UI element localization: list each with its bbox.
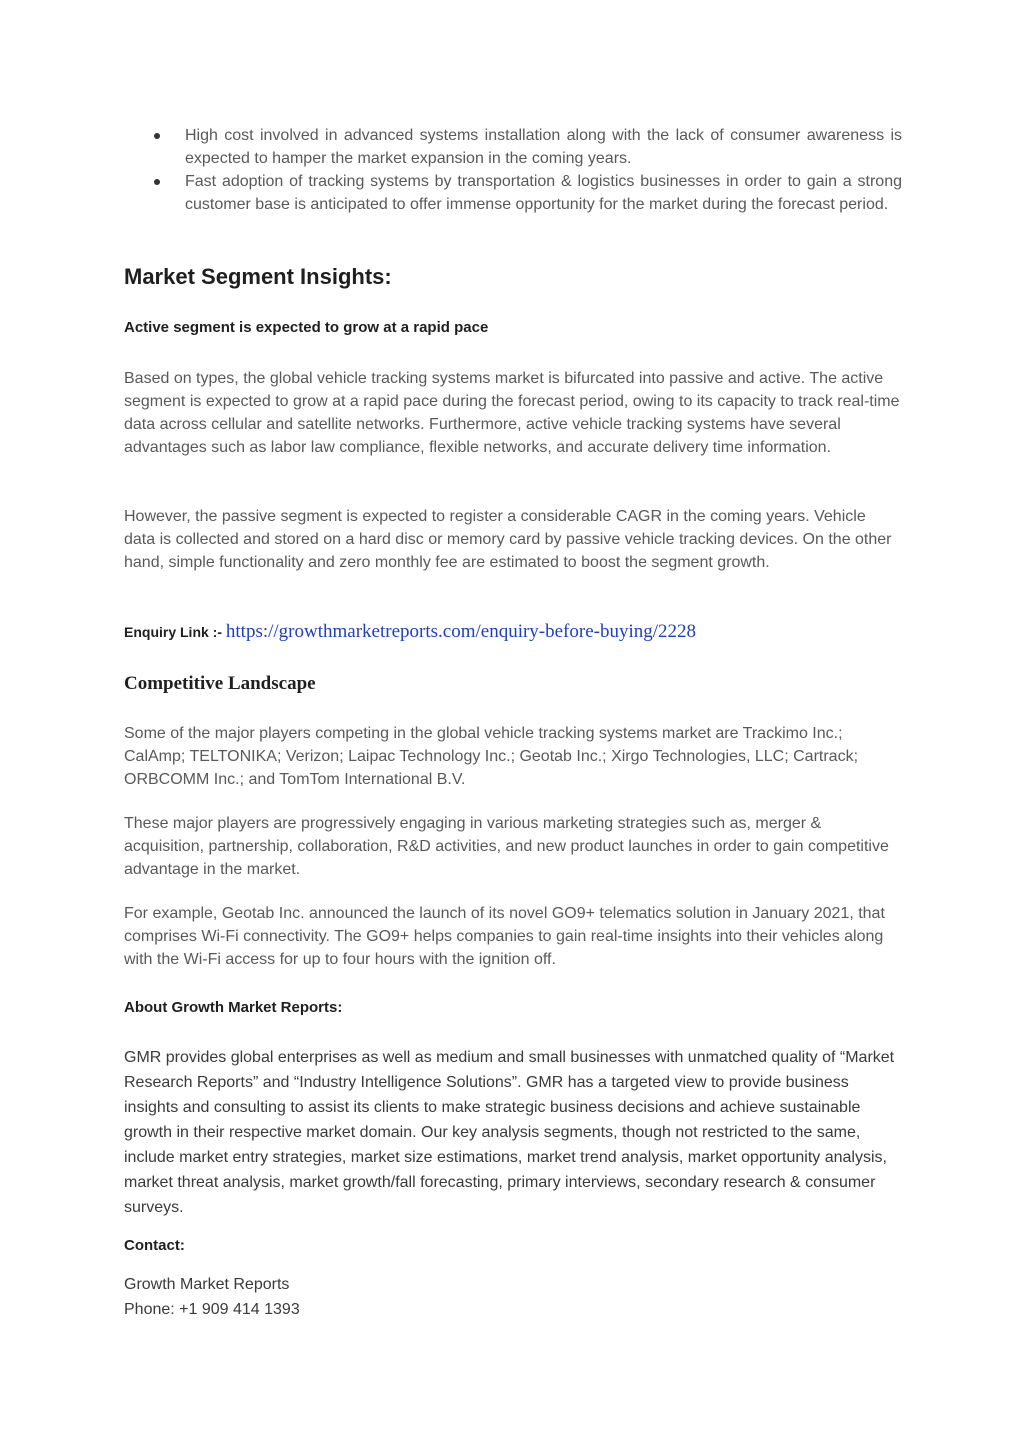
about-heading: About Growth Market Reports: bbox=[124, 999, 343, 1016]
about-paragraph: GMR provides global enterprises as well as medium and small businesses with unmatched quality of “Market Research Reports” and “Industry Intelligence Solutions”. GMR has a targeted view to provide business insights and consulting to assist its clients to make strategic business decisions and achieve sustainable growth in their respective market domain. Our key analysis segments, though not restricted to the same, include market entry strategies, market size estimations, market trend analysis, market opportunity analysis, market threat analysis, market growth/fall forecasting, primary interviews, secondary research & consumer surveys. bbox=[124, 1049, 895, 1216]
enquiry-link[interactable]: https://growthmarketreports.com/enquiry-before-buying/2228 bbox=[225, 621, 697, 642]
bullet-text: Fast adoption of tracking systems by transportation & logistics businesses in order to gain a strong customer base is anticipated to offer immense opportunity for the market during the forecast period. bbox=[185, 173, 902, 213]
competitive-paragraph-1: Some of the major players competing in the global vehicle tracking systems market are Trackimo Inc.; CalAmp; TELTONIKA; Verizon; Laipac Technology Inc.; Geotab Inc.; Xirgo Technologies, LLC; Cartrack; ORBCOMM Inc.; and TomTom International B.V. bbox=[124, 725, 859, 788]
enquiry-label: Enquiry Link :- bbox=[124, 624, 226, 640]
list-item bbox=[150, 124, 902, 170]
bullet-dot-icon bbox=[154, 179, 160, 185]
enquiry-line bbox=[124, 621, 900, 643]
bullet-dot-icon bbox=[154, 133, 160, 139]
competitive-paragraph-3: For example, Geotab Inc. announced the launch of its novel GO9+ telematics solution in January 2021, that comprises Wi-Fi connectivity. The GO9+ helps companies to gain real-time insights into their vehicles along with the Wi-Fi access for up to four hours with the ignition off. bbox=[124, 905, 885, 968]
competitive-landscape-heading: Competitive Landscape bbox=[124, 673, 316, 694]
market-segment-heading: Market Segment Insights: bbox=[124, 264, 392, 289]
challenges-bullet-list bbox=[150, 124, 902, 216]
competitive-paragraph-2: These major players are progressively engaging in various marketing strategies such as, merger & acquisition, partnership, collaboration, R&D activities, and new product launches in order to gain competitive advantage in the market. bbox=[124, 815, 889, 878]
contact-heading: Contact: bbox=[124, 1237, 185, 1254]
list-item bbox=[150, 170, 902, 216]
bullet-text: High cost involved in advanced systems installation along with the lack of consumer awareness is expected to hamper the market expansion in the coming years. bbox=[185, 127, 902, 167]
segment-paragraph-1: Based on types, the global vehicle tracking systems market is bifurcated into passive and active. The active segment is expected to grow at a rapid pace during the forecast period, owing to its capacity to track real-time data across cellular and satellite networks. Furthermore, active vehicle tracking systems have several advantages such as labor law compliance, flexible networks, and accurate delivery time information. bbox=[124, 370, 900, 456]
contact-phone: Phone: +1 909 414 1393 bbox=[124, 1301, 300, 1318]
active-segment-subheading: Active segment is expected to grow at a rapid pace bbox=[124, 319, 489, 336]
contact-company: Growth Market Reports bbox=[124, 1276, 290, 1293]
segment-paragraph-2: However, the passive segment is expected to register a considerable CAGR in the coming years. Vehicle data is collected and stored on a hard disc or memory card by passive vehicle tracking devices. On the other hand, simple functionality and zero monthly fee are estimated to boost the segment growth. bbox=[124, 508, 892, 571]
